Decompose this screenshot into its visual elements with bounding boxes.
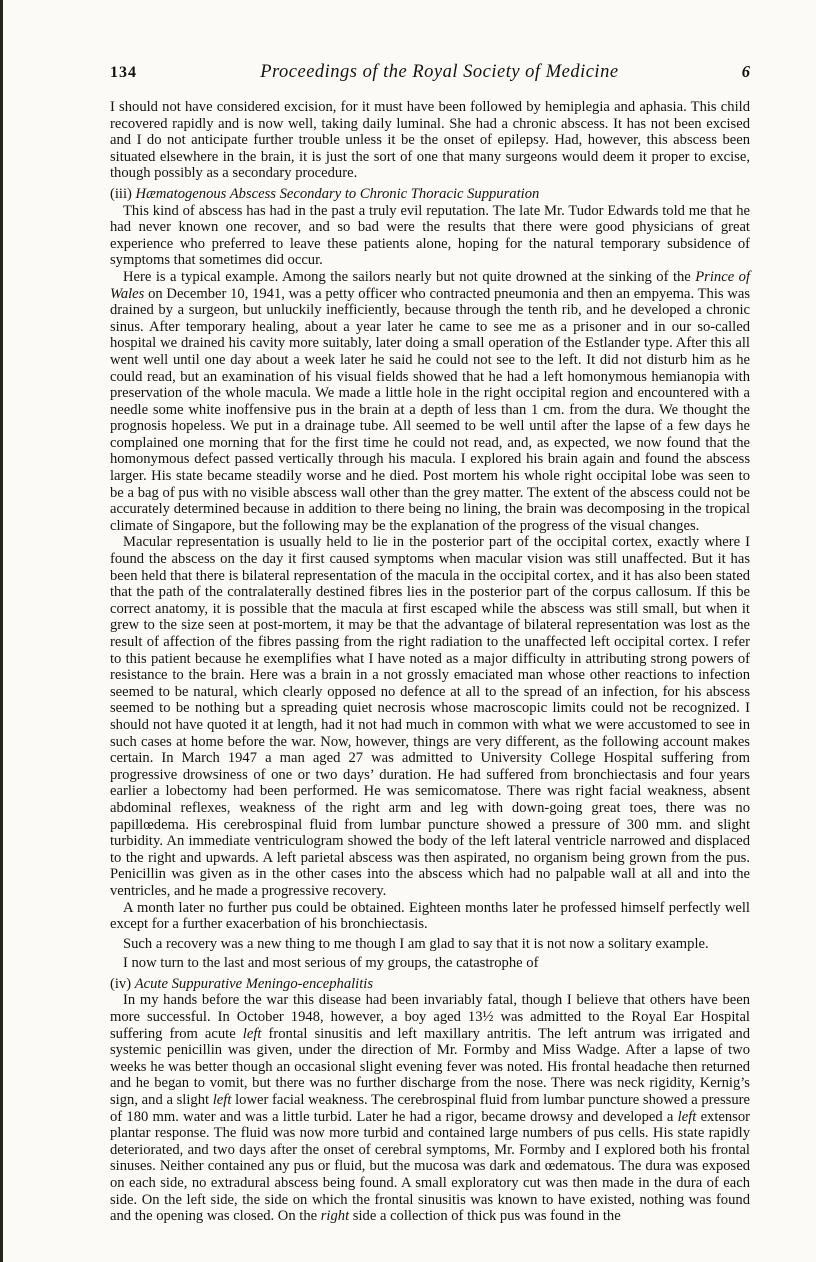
page-number-right: 6: [741, 62, 750, 81]
page-number-left: 134: [110, 64, 137, 81]
italic-text-run: right: [320, 1208, 350, 1225]
italic-text-run: left: [212, 1092, 232, 1109]
text-run: frontal sinusitis and left maxillary antritis. The left antrum was irrigated and systemic penicillin was given, under the direction of Mr. Formby and Miss Wadge. After a lapse of two weeks he was better though an occasional slight evening fever was noted. His frontal headache then returned and he began to vomit, but there was no further discharge from the nose. There was neck rigidity, Kernig’s sign, and a slight: [110, 1025, 751, 1109]
text-run: (iii): [110, 185, 136, 202]
scan-edge-artifact: [0, 0, 3, 1262]
paragraph: [110, 203, 750, 269]
paragraph: [110, 99, 750, 182]
text-run: In my hands before the war this disease had been invariably fatal, though I believe that others have been more successful. In October 1948, however, a boy aged 13½ was admitted to the Royal Ear Hospital suffering from acute: [110, 992, 750, 1042]
journal-title: Proceedings of the Royal Society of Medicine: [260, 62, 619, 82]
paragraph: [110, 955, 750, 972]
text-run: lower facial weakness. The cerebrospinal fluid from lumbar puncture showed a pressure of 180 mm. water and was a little turbid. Later he had a rigor, became drowsy and developed a: [110, 1092, 750, 1125]
section-heading: [110, 186, 750, 203]
italic-text-run: Acute Suppurative Meningo-encephalitis: [134, 975, 374, 992]
paragraph: [110, 269, 750, 535]
italic-text-run: Prince of Wales: [110, 268, 750, 302]
italic-text-run: left: [677, 1108, 697, 1125]
text-run: Macular representation is usually held to lie in the posterior part of the occipital cortex, exactly where I found the abscess on the day it first caused symptoms when macular vision was still unaffected. But it has been held that there is bilateral representation of the macula in the occipital cortex, and it has also been stated that the path of the contralaterally destined fibres lies in the posterior part of the corpus callosum. If this be correct anatomy, it is possible that the macula at first escaped while the abscess was still small, but when it grew to the size seen at post-mortem, it may be that the advantage of bilateral representation was lost as the result of affection of the fibres passing from the right radiation to the unaffected left occipital cortex. I refer to this patient because he exemplifies what I have noted as a major difficulty in attributing strong powers of resistance to the brain. Here was a brain in a not grossly emaciated man whose other reactions to infection seemed to be natural, which clearly opposed no defence at all to the spread of an infection, for his abscess seemed to be nothing but a spreading quiet necrosis whose macroscopic limits could not be recognized. I should not have quoted it at length, had it not had much in common with what we were accustomed to see in such cases at home before the war. Now, however, things are very different, as the following account makes certain. In March 1947 a man aged 27 was admitted to University College Hospital suffering from progressive drowsiness of one or two days’ duration. He had suffered from bronchiectasis and four years earlier a lobectomy had been performed. He was semicomatose. There was right facial weakness, absent abdominal reflexes, weakness of the right arm and leg with down-going great toes, there was no papillœdema. His cerebrospinal fluid from lumbar puncture showed a pressure of 300 mm. and slight turbidity. An immediate ventriculogram showed the body of the left lateral ventricle narrowed and displaced to the right and upwards. A left parietal abscess was then aspirated, no organism being grown from the pus. Penicillin was given as in the other cases into the abscess which had no palpable wall at all and into the ventricles, and he made a progressive recovery.: [110, 534, 750, 899]
paragraph: [110, 534, 750, 899]
text-run: A month later no further pus could be obtained. Eighteen months later he professed himself perfectly well except for a further exacerbation of his bronchiectasis.: [110, 899, 750, 933]
text-run: Such a recovery was a new thing to me though I am glad to say that it is not now a solitary example.: [123, 935, 709, 952]
text-run: I now turn to the last and most serious of my groups, the catastrophe of: [123, 955, 539, 972]
text-run: This kind of abscess has had in the past a truly evil reputation. The late Mr. Tudor Edwards told me that he had never known one recover, and so bad were the results that there were good physicians of great experience who preferred to leave these patients alone, hoping for the natural temporary subsidence of symptoms that sometimes did occur.: [110, 202, 750, 269]
paragraph: [110, 936, 750, 953]
journal-header: [110, 62, 750, 83]
text-run: I should not have considered excision, for it must have been followed by hemiplegia and aphasia. This child recovered rapidly and is now well, taking daily luminal. She had a chronic abscess. It has not been excised and I do not anticipate further trouble unless it be the onset of epilepsy. Had, however, this abscess been situated elsewhere in the brain, it is just the sort of one that many surgeons would deem it proper to excise, though possibly as a secondary procedure.: [110, 99, 750, 182]
text-run: (iv): [110, 975, 135, 992]
italic-text-run: Hæmatogenous Abscess Secondary to Chronic Thoracic Suppuration: [135, 185, 540, 202]
article-body: [110, 99, 750, 1225]
text-run: Here is a typical example. Among the sailors nearly but not quite drowned at the sinking of the: [123, 268, 696, 285]
text-run: side a collection of thick pus was found in the: [349, 1208, 621, 1225]
paragraph: [110, 992, 750, 1224]
text-run: extensor plantar response. The fluid was now more turbid and contained large numbers of pus cells. His state rapidly deteriorated, and two days after the onset of cerebral symptoms, Mr. Formby and I explored both his frontal sinuses. Neither contained any pus or fluid, but the mucosa was dark and œdematous. The dura was exposed on each side, no extradural abscess being found. A small exploratory cut was then made in the dura of each side. On the left side, the side on which the frontal sinusitis was known to have existed, nothing was found and the opening was closed. On the: [110, 1108, 751, 1225]
italic-text-run: left: [242, 1025, 262, 1042]
paragraph: [110, 900, 750, 933]
section-heading: [110, 976, 750, 993]
text-run: on December 10, 1941, was a petty officer who contracted pneumonia and then an empyema. This was drained by a surgeon, but unluckily inefficiently, because through the tenth rib, and he developed a chronic sinus. After temporary healing, about a year later he came to see me as a prisoner and in our so-called hospital we drained his cavity more suitably, later doing a small operation of the Estlander type. After this all went well until one day about a week later he said he could not see to the left. It did not disturb him as he could read, but an examination of his visual fields showed that he had a left homonymous hemianopia with preservation of the whole macula. We made a little hole in the right occipital region and encountered with a needle some white inoffensive pus in the brain at a depth of less than 1 cm. from the dura. We thought the prognosis hopeless. We put in a drainage tube. All seemed to be well until after the lapse of a few days he complained one morning that for the first time he could not read, and, as expected, we now found that the homonymous defect passed vertically through his macula. I explored his brain again and found the abscess larger. His state became steadily worse and he died. Post mortem his whole right occipital lobe was seen to be a bag of pus with no visible abscess wall other than the grey matter. The extent of the abscess could not be accurately determined because in addition to there being no lining, the brain was decomposing in the tropical climate of Singapore, but the following may be the explanation of the progress of the visual changes.: [110, 285, 750, 534]
